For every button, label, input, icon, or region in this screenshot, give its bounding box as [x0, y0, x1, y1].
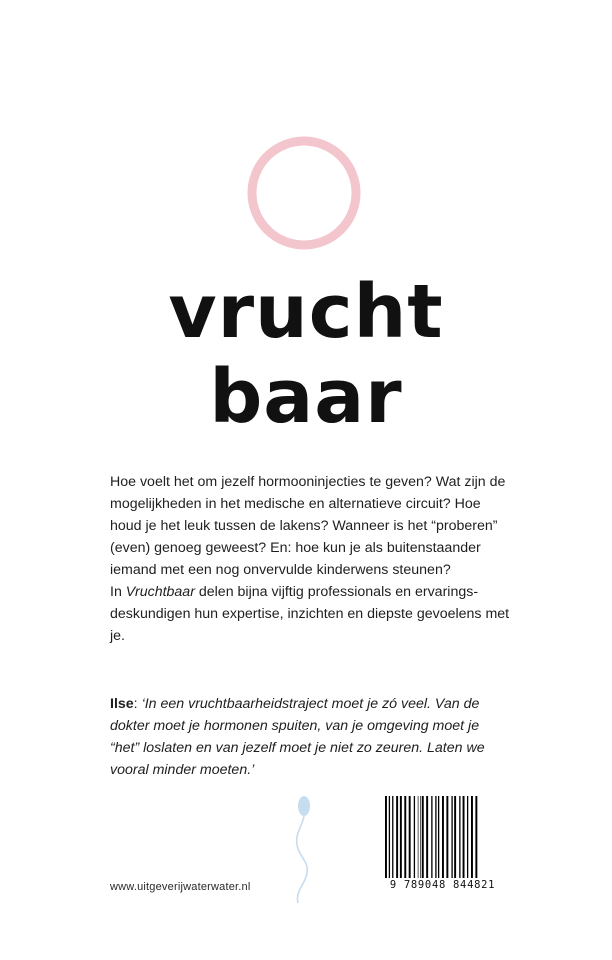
barcode-bar: [414, 796, 415, 878]
barcode-bar: [442, 796, 444, 878]
barcode-bar: [426, 796, 428, 878]
barcode-bar: [459, 796, 460, 878]
barcode-bar: [451, 796, 452, 878]
barcode-bar: [422, 796, 424, 878]
barcode-bar: [467, 796, 468, 878]
barcode-bar: [420, 796, 421, 878]
quote-text: ‘In een vruchtbaarheidstraject moet je zó veel. Van de dokter moet je hormonen spuiten, van je omgeving moet je “het” loslaten en van jezelf moet je niet zo zeuren. Laten we vooral minder moeten.’: [110, 696, 485, 778]
barcode-bar: [446, 796, 448, 878]
barcode-bar: [431, 796, 432, 878]
barcode-bar: [392, 796, 393, 878]
barcode-bar: [400, 796, 402, 878]
barcode-bars: [385, 796, 500, 878]
blurb-paragraph-2: [110, 581, 510, 647]
testimonial-quote: [110, 693, 510, 781]
book-title-inline: Vruchtbaar: [125, 584, 195, 600]
barcode-bar: [454, 796, 456, 878]
title-line-2: baar: [209, 354, 403, 440]
sperm-icon: [282, 793, 326, 903]
barcode-bar: [396, 796, 398, 878]
barcode-bar: [475, 796, 477, 878]
barcode-bar: [385, 796, 387, 878]
barcode-bar: [435, 796, 436, 878]
blurb-paragraph-2-suffix: delen bijna vijftig professionals en ervaringsdeskundigen hun expertise, inzichten en diepste gevoelens met je.: [110, 584, 510, 644]
publisher-website: www.uitgeverijwaterwater.nl: [110, 881, 251, 893]
barcode-bar: [471, 796, 473, 878]
quote-speaker: Ilse: [110, 696, 134, 712]
barcode-bar: [463, 796, 465, 878]
title-line-1: vrucht: [168, 269, 444, 355]
isbn-number: 9 789048 844821: [389, 879, 496, 891]
blurb: [110, 471, 510, 647]
blurb-paragraph-2-prefix: In: [110, 584, 126, 600]
barcode-bar: [438, 796, 439, 878]
quote-separator: :: [133, 696, 142, 712]
barcode-bar: [389, 796, 390, 878]
isbn-barcode: [385, 796, 500, 896]
blurb-paragraph-1: Hoe voelt het om jezelf hormooninjecties te geven? Wat zijn de mogelijkheden in het medische en alternatieve circuit? Hoe houd je het leuk tussen de lakens? Wanneer is het “proberen” (even) genoeg geweest? En: hoe kun je als buitenstaander iemand met een nog onvervulde kinderwens steunen?: [110, 474, 506, 578]
barcode-bar: [409, 796, 411, 878]
barcode-bar: [404, 796, 406, 878]
barcode-bar: [418, 796, 419, 878]
pink-ring-logo: [246, 135, 362, 251]
